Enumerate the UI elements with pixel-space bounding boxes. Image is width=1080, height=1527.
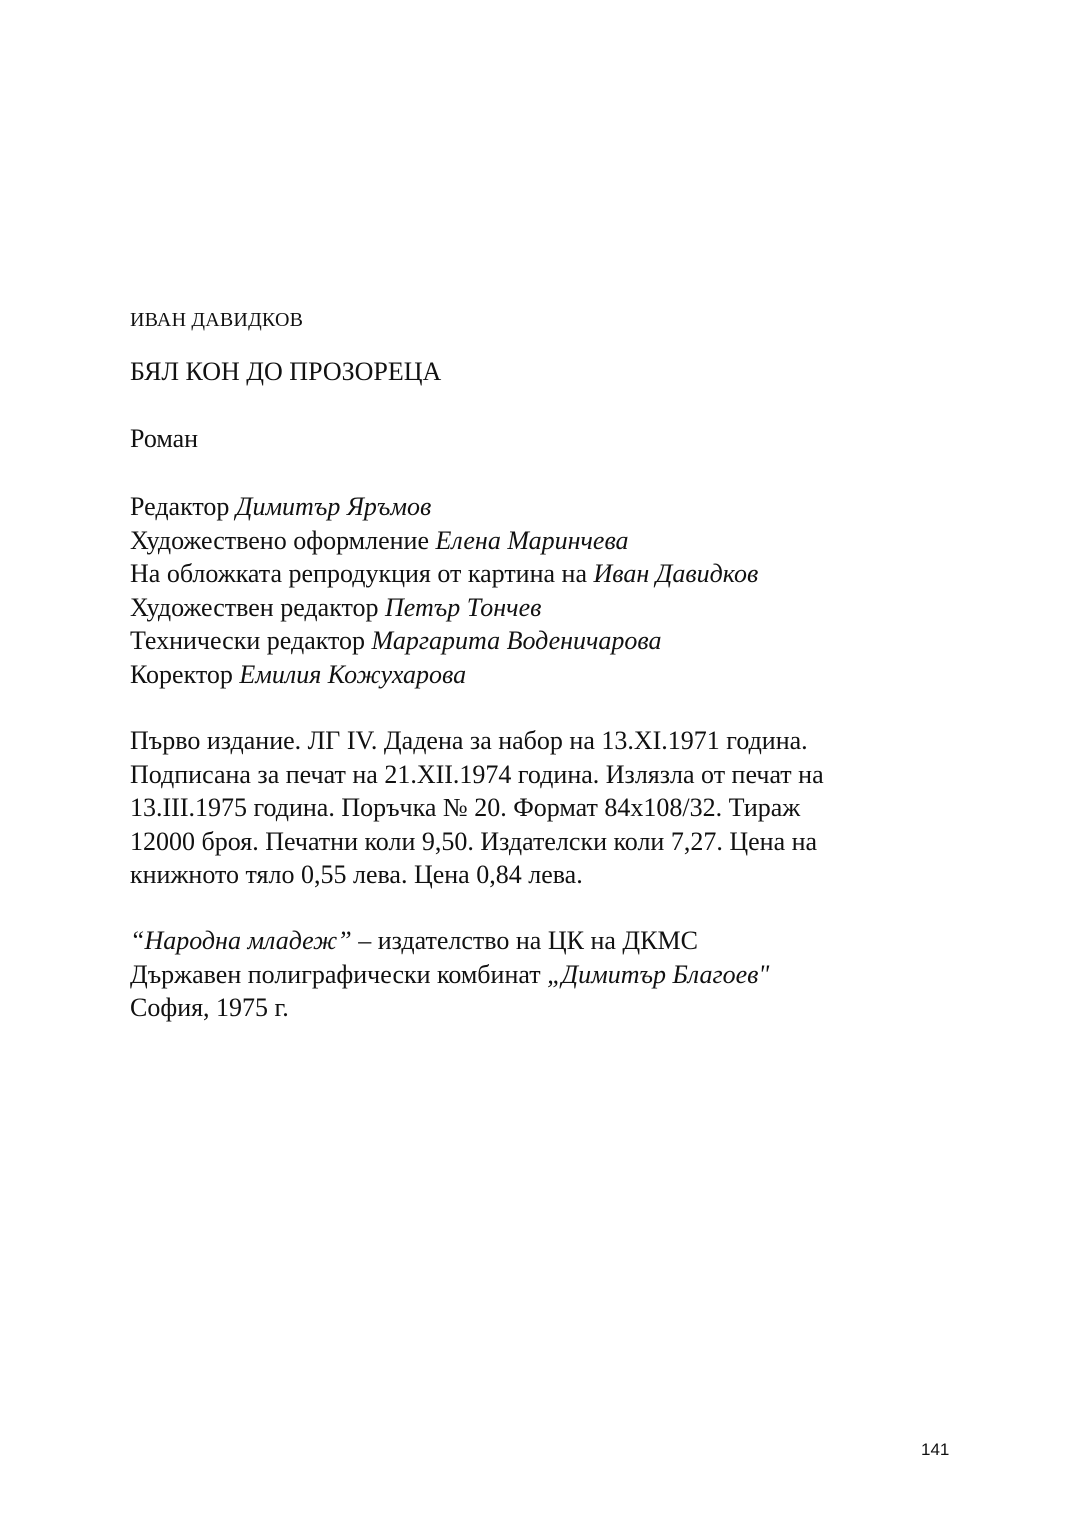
publisher-desc: издателство на ЦК на ДКМС (371, 926, 698, 955)
credit-role: Художествен редактор (130, 592, 379, 622)
credit-art-editor (130, 591, 758, 625)
credit-person: Димитър Яръмов (235, 492, 432, 521)
city-year: София, 1975 г. (130, 993, 289, 1022)
credit-person: Иван Давидков (593, 559, 759, 588)
author-name: ИВАН ДАВИДКОВ (130, 309, 304, 331)
credit-person: Елена Маринчева (435, 525, 629, 555)
credit-role: Коректор (130, 659, 233, 689)
credit-tech-editor (130, 624, 758, 658)
credit-role: Художествено оформление (130, 525, 430, 555)
credit-person: Петър Тончев (385, 592, 542, 622)
book-title: БЯЛ КОН ДО ПРОЗОРЕЦА (130, 357, 442, 386)
credit-cover (130, 557, 758, 591)
credit-person: Маргарита Воденичарова (371, 626, 662, 655)
publisher-name: “Народна младеж” – (130, 926, 372, 955)
imprint-line: Първо издание. ЛГ IV. Дадена за набор на 13.XI.1971 година. (130, 726, 808, 755)
credit-role: Технически редактор (130, 626, 366, 655)
credits-block (130, 490, 758, 691)
credit-editor (130, 490, 758, 524)
credit-person: Емилия Кожухарова (239, 659, 467, 689)
imprint-line: Подписана за печат на 21.XII.1974 година. Излязла от печат на (130, 759, 824, 789)
page-number: 141 (921, 1440, 950, 1459)
imprint-line: 13.III.1975 година. Поръчка № 20. Формат 84x108/32. Тираж (130, 793, 801, 822)
credit-role: Редактор (130, 492, 230, 521)
imprint-line: 12000 броя. Печатни коли 9,50. Издателски коли 7,27. Цена на (130, 826, 818, 856)
book-genre: Роман (130, 424, 199, 453)
publisher-line (130, 924, 769, 958)
imprint-block (130, 724, 930, 892)
printer-name: „Димитър Благоев" (547, 959, 770, 989)
credit-proofreader (130, 658, 758, 692)
credit-design (130, 524, 758, 558)
imprint-line: книжното тяло 0,55 лева. Цена 0,84 лева. (130, 860, 583, 889)
printer-label: Държавен полиграфически комбинат (130, 959, 548, 989)
printer-line (130, 958, 769, 992)
credit-role: На обложката репродукция от картина на (130, 559, 588, 588)
publisher-block (130, 924, 769, 1025)
